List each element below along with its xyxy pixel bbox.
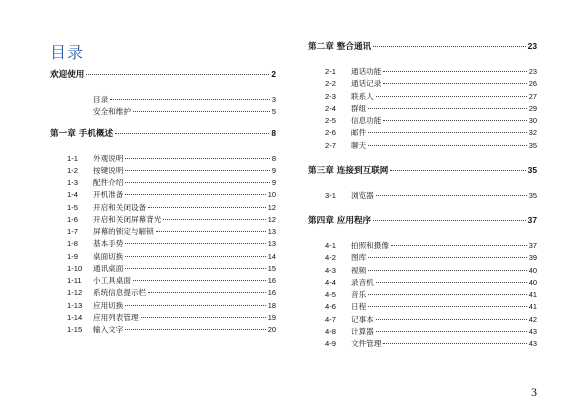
toc-entry-label: 第二章 整合通讯 [308, 42, 372, 52]
toc-entry-code: 1-9 [67, 251, 78, 261]
toc-entry-page: 41 [528, 302, 537, 312]
toc-entry-label: 通讯桌面 [93, 263, 124, 273]
toc-entry-label: 配件介绍 [93, 178, 124, 187]
toc-entry-page: 16 [267, 276, 276, 285]
leader-dots [368, 145, 527, 146]
toc-entry-label: 第一章 手机概述 [50, 128, 114, 139]
toc-entry[interactable] [308, 252, 537, 264]
leader-dots [383, 71, 526, 72]
toc-entry-label: 信息功能 [351, 116, 382, 125]
toc-entry-page: 9 [271, 165, 276, 175]
toc-entry-code: 2-7 [325, 140, 336, 150]
toc-entry-page: 15 [267, 263, 276, 273]
toc-entry-page: 13 [267, 227, 276, 236]
toc-entry[interactable] [308, 78, 537, 90]
toc-entry-label: 邮件 [351, 128, 367, 138]
toc-entry-label: 记事本 [351, 314, 374, 324]
toc-left-column [50, 68, 276, 336]
toc-entry-code: 4-3 [325, 265, 336, 275]
toc-entry-label: 屏幕的锁定与解锁 [93, 227, 154, 236]
toc-entry-page: 26 [528, 79, 537, 89]
toc-entry[interactable] [50, 177, 276, 189]
toc-entry-code: 2-4 [325, 103, 336, 113]
toc-entry-page: 16 [267, 288, 276, 298]
toc-entry-label: 系统信息提示栏 [93, 288, 147, 298]
toc-entry-label: 浏览器 [351, 190, 374, 200]
leader-dots [368, 270, 527, 271]
leader-dots [376, 195, 527, 196]
toc-entry-label: 外观说明 [93, 153, 124, 163]
toc-entry-code: 1-12 [67, 288, 83, 298]
toc-entry[interactable] [50, 226, 276, 238]
toc-entry-page: 30 [528, 116, 537, 125]
toc-chapter-3[interactable] [308, 164, 537, 178]
toc-entry-label: 目录 [93, 95, 109, 104]
leader-dots [125, 243, 265, 244]
toc-entry-code: 4-6 [325, 302, 336, 312]
toc-entry[interactable] [50, 238, 276, 250]
leader-dots [368, 294, 527, 295]
toc-entry-page: 18 [267, 300, 276, 310]
toc-entry[interactable] [50, 106, 276, 118]
toc-entry-page: 42 [528, 314, 537, 324]
toc-entry-label: 录音机 [351, 277, 374, 287]
toc-entry-code: 1-5 [67, 202, 78, 212]
toc-entry-page: 32 [528, 128, 537, 138]
toc-entry-label: 开机准备 [93, 190, 124, 200]
page-title: 目录 [50, 43, 85, 62]
toc-entry-code: 4-9 [325, 339, 336, 348]
toc-entry[interactable] [50, 202, 276, 214]
toc-entry-code: 4-1 [325, 241, 336, 250]
toc-entry[interactable] [308, 66, 537, 78]
toc-entry-code: 2-2 [325, 79, 336, 89]
toc-entry-code: 4-5 [325, 290, 336, 299]
toc-chapter-2-list [308, 66, 537, 152]
toc-entry[interactable] [50, 263, 276, 275]
toc-entry[interactable] [308, 338, 537, 350]
leader-dots [368, 108, 527, 109]
leader-dots [163, 219, 265, 220]
leader-dots [376, 282, 527, 283]
leader-dots [133, 280, 266, 281]
toc-entry-code: 2-3 [325, 91, 336, 101]
toc-entry-label: 开启和关闭设备 [93, 202, 147, 212]
toc-entry-welcome[interactable] [50, 68, 276, 82]
toc-entry-page: 19 [267, 312, 276, 322]
leader-dots [125, 305, 265, 306]
toc-entry[interactable] [308, 103, 537, 115]
toc-entry-page: 35 [527, 164, 537, 175]
leader-dots [376, 331, 527, 332]
toc-entry-code: 1-3 [67, 178, 78, 187]
leader-dots [373, 220, 526, 221]
leader-dots [125, 256, 265, 257]
leader-dots [125, 268, 265, 269]
toc-entry-page: 14 [267, 251, 276, 261]
toc-entry-label: 桌面切换 [93, 251, 124, 261]
toc-chapter-4-list [308, 240, 537, 350]
toc-chapter-1-list [50, 153, 276, 337]
toc-entry-code: 1-11 [67, 276, 82, 285]
toc-entry-page: 37 [527, 215, 537, 225]
toc-entry[interactable] [50, 312, 276, 324]
toc-entry-code: 1-10 [67, 263, 83, 273]
toc-entry-label: 通话功能 [351, 67, 382, 76]
toc-chapter-2[interactable] [308, 40, 537, 54]
toc-entry-code: 3-1 [325, 190, 336, 200]
toc-entry-label: 基本手势 [93, 239, 124, 249]
toc-entry[interactable] [308, 314, 537, 326]
toc-entry-page: 35 [528, 140, 537, 150]
toc-entry[interactable] [50, 189, 276, 201]
toc-entry-page: 23 [527, 41, 537, 51]
toc-entry-page: 35 [528, 190, 537, 200]
leader-dots [383, 120, 526, 121]
leader-dots [368, 257, 527, 258]
toc-entry-page: 5 [271, 107, 276, 117]
toc-entry-page: 39 [528, 253, 537, 263]
toc-entry[interactable] [308, 301, 537, 313]
toc-entry-page: 27 [528, 91, 537, 101]
toc-entry[interactable] [308, 190, 537, 202]
leader-dots [156, 231, 266, 232]
toc-entry-label: 安全和维护 [93, 107, 131, 117]
toc-entry-code: 2-1 [325, 67, 336, 76]
leader-dots [390, 170, 525, 171]
toc-entry[interactable] [308, 277, 537, 289]
leader-dots [368, 132, 527, 133]
toc-entry[interactable] [50, 275, 276, 287]
toc-entry-page: 40 [528, 277, 537, 287]
toc-chapter-1[interactable] [50, 127, 276, 141]
leader-dots [125, 182, 270, 183]
toc-entry-label: 应用切换 [93, 300, 124, 310]
toc-entry-page: 3 [271, 95, 276, 104]
toc-entry-page: 13 [267, 239, 276, 249]
toc-entry[interactable] [308, 127, 537, 139]
toc-entry-code: 4-8 [325, 326, 336, 336]
toc-chapter-3-list [308, 190, 537, 202]
leader-dots [125, 158, 270, 159]
toc-entry-code: 1-8 [67, 239, 78, 249]
toc-entry-label: 计算器 [351, 326, 374, 336]
toc-entry[interactable] [50, 165, 276, 177]
toc-entry-label: 群组 [351, 103, 367, 113]
toc-entry-label: 开启和关闭屏幕背光 [93, 214, 162, 224]
toc-entry-code: 2-5 [325, 116, 336, 125]
toc-entry[interactable] [50, 94, 276, 106]
toc-entry-page: 23 [528, 67, 537, 76]
leader-dots [125, 170, 270, 171]
toc-entry-code: 4-7 [325, 314, 336, 324]
toc-entry[interactable] [308, 115, 537, 127]
leader-dots [110, 99, 270, 100]
toc-entry-label: 第四章 应用程序 [308, 216, 372, 226]
toc-entry-code: 1-4 [67, 190, 78, 200]
toc-entry-code: 1-15 [67, 325, 83, 334]
toc-entry[interactable] [308, 140, 537, 152]
toc-entry[interactable] [308, 240, 537, 252]
toc-entry[interactable] [50, 300, 276, 312]
toc-entry[interactable] [308, 326, 537, 338]
toc-entry[interactable] [308, 265, 537, 277]
toc-entry-code: 1-1 [67, 153, 78, 163]
toc-entry-page: 10 [267, 190, 276, 200]
toc-entry-label: 视频 [351, 265, 367, 275]
toc-entry-page: 12 [267, 202, 276, 212]
toc-entry[interactable] [308, 289, 537, 301]
toc-entry-page: 29 [528, 103, 537, 113]
toc-entry-label: 聊天 [351, 140, 367, 150]
toc-entry-page: 43 [528, 326, 537, 336]
toc-entry[interactable] [308, 91, 537, 103]
toc-entry[interactable] [50, 287, 276, 299]
leader-dots [125, 194, 265, 195]
toc-entry-label: 联系人 [351, 91, 374, 101]
toc-entry-code: 2-6 [325, 128, 336, 138]
toc-chapter-4[interactable] [308, 214, 537, 228]
toc-entry-code: 1-6 [67, 214, 78, 224]
toc-entry-page: 8 [271, 127, 276, 138]
toc-entry-label: 小工具桌面 [93, 276, 131, 285]
toc-entry-code: 4-4 [325, 277, 336, 287]
toc-entry-label: 输入文字 [93, 325, 124, 334]
toc-entry-label: 图库 [351, 253, 367, 263]
leader-dots [373, 46, 526, 47]
toc-entry-label: 按键说明 [93, 165, 124, 175]
leader-dots [115, 133, 269, 134]
toc-entry-page: 40 [528, 265, 537, 275]
toc-entry-code: 1-14 [67, 312, 83, 322]
leader-dots [141, 317, 266, 318]
toc-entry-code: 1-2 [67, 165, 78, 175]
toc-entry[interactable] [50, 153, 276, 165]
toc-entry-page: 8 [271, 153, 276, 163]
leader-dots [125, 329, 265, 330]
toc-entry-label: 文件管理 [351, 339, 382, 348]
toc-entry-code: 1-7 [67, 227, 78, 236]
leader-dots [391, 245, 527, 246]
toc-entry-page: 37 [528, 241, 537, 250]
leader-dots [148, 292, 266, 293]
toc-entry[interactable] [50, 251, 276, 263]
toc-entry-page: 12 [267, 214, 276, 224]
leader-dots [383, 83, 526, 84]
toc-entry[interactable] [50, 214, 276, 226]
leader-dots [148, 207, 266, 208]
toc-right-column [308, 40, 537, 350]
leader-dots [376, 96, 527, 97]
toc-entry-page: 41 [528, 290, 537, 299]
toc-entry-label: 音乐 [351, 290, 367, 299]
toc-entry-label: 通话记录 [351, 79, 382, 89]
page-number: 3 [531, 385, 537, 399]
toc-entry-page: 20 [267, 325, 276, 334]
toc-entry-page: 2 [271, 69, 276, 79]
toc-entry-label: 拍照和摄像 [351, 241, 389, 250]
toc-entry-code: 1-13 [67, 300, 83, 310]
toc-entry-label: 第三章 连接到互联网 [308, 165, 389, 176]
toc-entry-page: 43 [528, 339, 537, 348]
toc-entry-code: 4-2 [325, 253, 336, 263]
leader-dots [376, 319, 527, 320]
leader-dots [383, 343, 526, 344]
leader-dots [86, 74, 269, 75]
toc-entry[interactable] [50, 324, 276, 336]
toc-entry-label: 欢迎使用 [50, 70, 85, 80]
leader-dots [368, 306, 527, 307]
toc-entry-label: 日程 [351, 302, 367, 312]
toc-entry-label: 应用列表管理 [93, 312, 139, 322]
toc-entry-page: 9 [271, 178, 276, 187]
leader-dots [133, 111, 270, 112]
